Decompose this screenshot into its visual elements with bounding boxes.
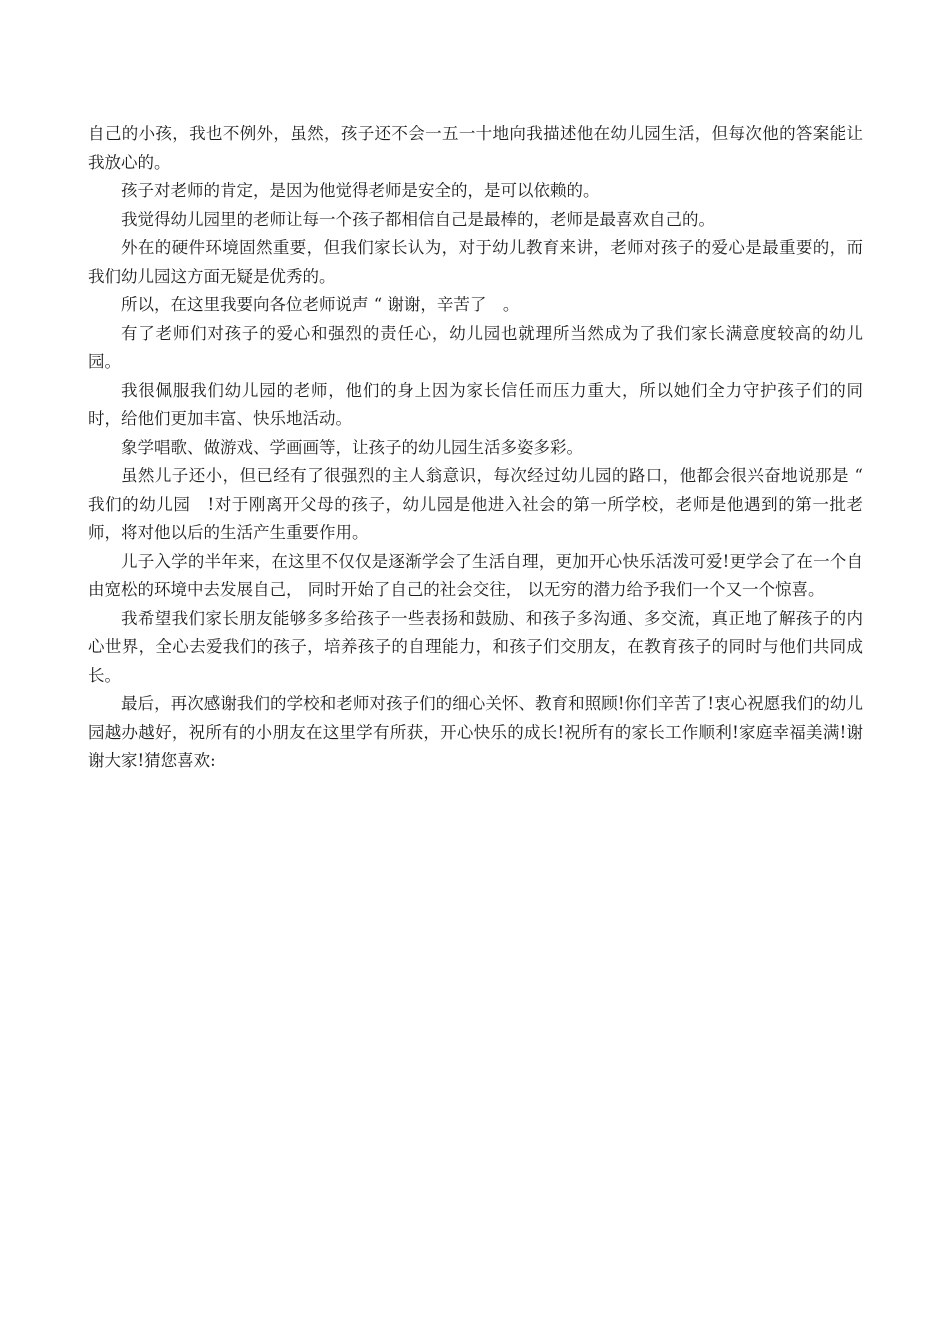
- paragraph-3: 我觉得幼儿园里的老师让每一个孩子都相信自己是最棒的，老师是最喜欢自己的。: [121, 209, 715, 229]
- paragraph-9: 虽然儿子还小，但已经有了很强烈的主人翁意识，每次经过幼儿园的路口，他都会很兴奋地说那是 “ 我们的幼儿园 !对于刚离开父母的孩子，幼儿园是他进入社会的第一所学校，老师是他遇到的第一批老师，将对他以后的生活产生重要作用。: [88, 466, 863, 542]
- paragraph-10: 儿子入学的半年来，在这里不仅仅是逐渐学会了生活自理，更加开心快乐活泼可爱!更学会了在一个自由宽松的环境中去发展自己， 同时开始了自己的社会交往， 以无穷的潜力给予我们一个又一个惊喜。: [88, 551, 863, 599]
- paragraph-7: 我很佩服我们幼儿园的老师，他们的身上因为家长信任而压力重大，所以她们全力守护孩子们的同时，给他们更加丰富、快乐地活动。: [88, 380, 863, 428]
- paragraph-8: 象学唱歌、做游戏、学画画等，让孩子的幼儿园生活多姿多彩。: [121, 437, 583, 457]
- paragraph-2: 孩子对老师的肯定，是因为他觉得老师是安全的，是可以依赖的。: [121, 181, 600, 200]
- paragraph-11: 我希望我们家长朋友能够多多给孩子一些表扬和鼓励、和孩子多沟通、多交流，真正地了解孩子的内心世界，全心去爱我们的孩子，培养孩子的自理能力，和孩子们交朋友，在教育孩子的同时与他们共同成长。: [88, 608, 863, 685]
- paragraph-5: 所以，在这里我要向各位老师说声 “ 谢谢，辛苦了 。: [121, 295, 520, 314]
- paragraph-1: 自己的小孩，我也不例外，虽然，孩子还不会一五一十地向我描述他在幼儿园生活，但每次他的答案能让我放心的。: [88, 124, 863, 172]
- paragraph-6: 有了老师们对孩子的爱心和强烈的责任心，幼儿园也就理所当然成为了我们家长满意度较高的幼儿园。: [88, 323, 863, 371]
- document-body: [88, 120, 863, 776]
- paragraph-4: 外在的硬件环境固然重要，但我们家长认为，对于幼儿教育来讲，老师对孩子的爱心是最重要的，而我们幼儿园这方面无疑是优秀的。: [88, 238, 863, 286]
- paragraph-12: 最后，再次感谢我们的学校和老师对孩子们的细心关怀、教育和照顾!你们辛苦了!衷心祝愿我们的幼儿园越办越好，祝所有的小朋友在这里学有所获，开心快乐的成长!祝所有的家长工作顺利!家庭幸福美满!谢谢大家!猜您喜欢:: [88, 694, 863, 770]
